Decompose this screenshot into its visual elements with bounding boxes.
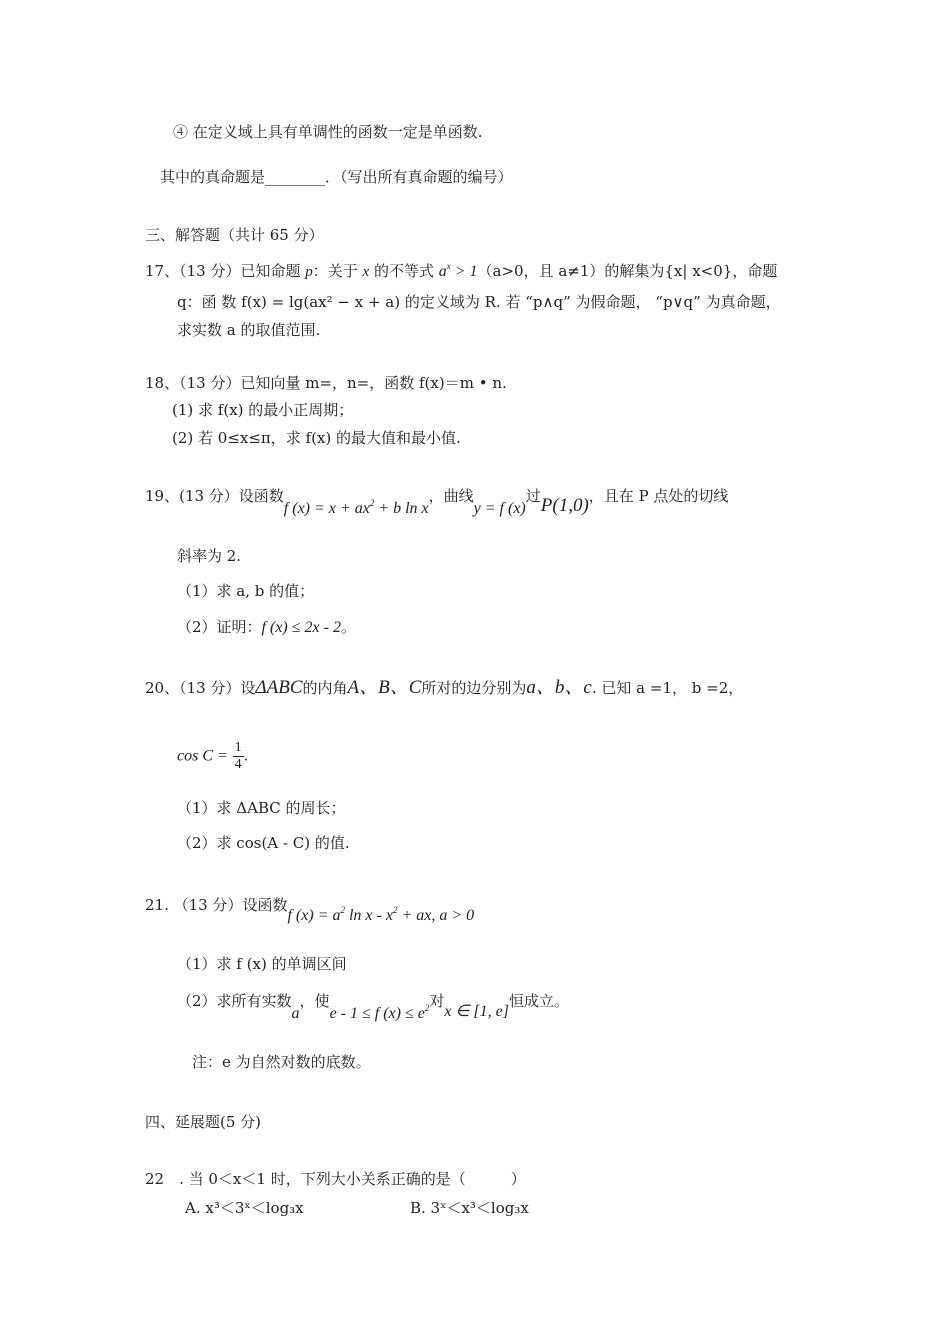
q17-line-1: 17、（13 分）已知命题 p：关于 x 的不等式 $a^x > 1(a>0$，且 a≠1）的解集为{x| x<0}，命题 — [145, 261, 778, 280]
q21-line-2: （1）求 f (x) 的单调区间 — [177, 955, 347, 973]
q20-line-1: 20、（13 分）设ΔABC的内角A、B、C所对的边分别为a、b、c. 已知 a =1， b =2， — [145, 677, 744, 698]
q18-line-3: (2) 若 0≤x≤π，求 f(x) 的最大值和最小值. — [172, 429, 461, 447]
statement-4: ④ 在定义域上具有单调性的函数一定是单函数. — [173, 123, 483, 141]
q20-line-3: （1）求 ΔABC 的周长； — [177, 799, 346, 817]
q20-line-4: （2）求 cos(A - C) 的值. — [177, 834, 350, 852]
q18-line-2: (1) 求 f(x) 的最小正周期； — [172, 401, 354, 419]
q19-line-1: 19、(13 分）设函数f $(x) = x + ax^2 + b$ ln x，曲线y = f (x)过P(1,0)，且在 P 点处的切线 — [145, 487, 729, 517]
q21-note: 注：e 为自然对数的底数。 — [192, 1053, 371, 1071]
q18-line-1: 18、（13 分）已知向量 m=，n=，函数 f(x)＝m • n. — [145, 374, 507, 392]
q17-line-2: q：函 数 f(x) = lg(ax² − x + a) 的定义域为 R. 若 “p∧q” 为假命题， “p∨q” 为真命题， — [177, 293, 781, 311]
section-3-heading: 三、解答题（共计 65 分） — [145, 226, 324, 244]
q17-line-3: 求实数 a 的取值范围. — [177, 321, 321, 339]
q22-stem: 22 . 当 0＜x＜1 时，下列大小关系正确的是（ ） — [145, 1170, 526, 1188]
section-4-heading: 四、延展题(5 分) — [145, 1113, 262, 1131]
q21-line-1: 21. （13 分）设函数f $(x) = a^2$ ln x - $x^2$ + ax, a > 0 — [145, 896, 475, 924]
q22-option-b: B. 3ˣ＜x³＜log₃x — [410, 1199, 529, 1217]
q19-line-4: （2）证明：f (x) ≤ 2x - 2。 — [177, 618, 356, 636]
q22-option-a: A. x³＜3ˣ＜log₃x — [185, 1199, 304, 1217]
q21-line-3: （2）求所有实数a，使e - 1 ≤ f $(x) \le e^2$对x ∈ [1, e]恒成立。 — [177, 992, 569, 1022]
q20-line-2: cos C = $\frac{1}{4}$ . — [177, 740, 249, 772]
q19-line-3: （1）求 a, b 的值； — [177, 582, 315, 600]
fraction-one-quarter: $\frac{1}{4}$ — [234, 740, 242, 772]
q19-line-2: 斜率为 2. — [177, 547, 242, 565]
fill-blank-line: 其中的真命题是________．（写出所有真命题的编号） — [160, 168, 513, 186]
